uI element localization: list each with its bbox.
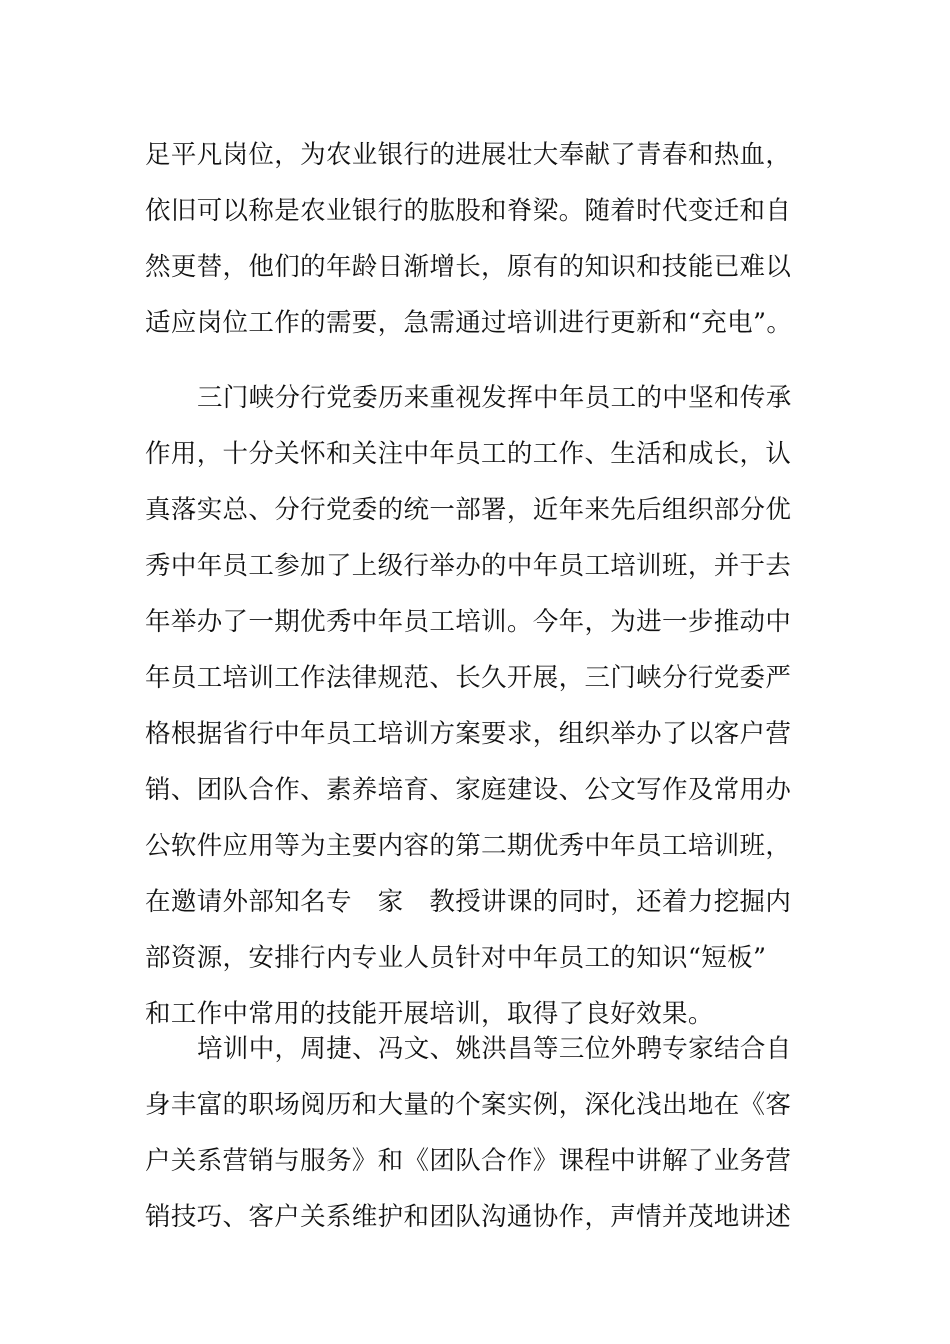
paragraph-first-line: 培训中，周捷、冯文、姚洪昌等三位外聘专家结合自 (197, 1034, 792, 1064)
paragraph-line: 公软件应用等为主要内容的第二期优秀中年员工培训班， (145, 831, 792, 861)
paragraph-2 (145, 370, 815, 1042)
paragraph-line: 在邀请外部知名专 家 教授讲课的同时，还着力挖掘内 (145, 887, 792, 917)
paragraph-line: 真落实总、分行党委的统一部署，近年来先后组织部分优 (145, 495, 792, 525)
paragraph-line: 然更替，他们的年龄日渐增长，原有的知识和技能已难以 (145, 252, 792, 282)
paragraph-line: 格根据省行中年员工培训方案要求，组织举办了以客户营 (145, 719, 792, 749)
paragraph-line: 户关系营销与服务》和《团队合作》课程中讲解了业务营 (145, 1146, 792, 1176)
paragraph-1 (145, 127, 815, 351)
paragraph-3 (145, 1021, 815, 1245)
paragraph-line: 销技巧、客户关系维护和团队沟通协作，声情并茂地讲述 (145, 1202, 792, 1232)
paragraph-line: 部资源，安排行内专业人员针对中年员工的知识“短板” (145, 943, 767, 973)
paragraph-first-line: 三门峡分行党委历来重视发挥中年员工的中坚和传承 (197, 383, 792, 413)
paragraph-line: 作用，十分关怀和关注中年员工的工作、生活和成长，认 (145, 439, 792, 469)
paragraph-line: 销、团队合作、素养培育、家庭建设、公文写作及常用办 (145, 775, 792, 805)
paragraph-line: 年举办了一期优秀中年员工培训。今年，为进一步推动中 (145, 607, 792, 637)
paragraph-line: 和工作中常用的技能开展培训，取得了良好效果。 (145, 999, 714, 1029)
paragraph-line: 足平凡岗位，为农业银行的进展壮大奉献了青春和热血， (145, 140, 792, 170)
paragraph-line: 依旧可以称是农业银行的肱股和脊梁。随着时代变迁和自 (145, 196, 792, 226)
paragraph-line: 秀中年员工参加了上级行举办的中年员工培训班，并于去 (145, 551, 792, 581)
paragraph-line: 年员工培训工作法律规范、长久开展，三门峡分行党委严 (145, 663, 792, 693)
paragraph-line: 适应岗位工作的需要，急需通过培训进行更新和“充电”。 (145, 308, 793, 338)
paragraph-line: 身丰富的职场阅历和大量的个案实例，深化浅出地在《客 (145, 1090, 792, 1120)
